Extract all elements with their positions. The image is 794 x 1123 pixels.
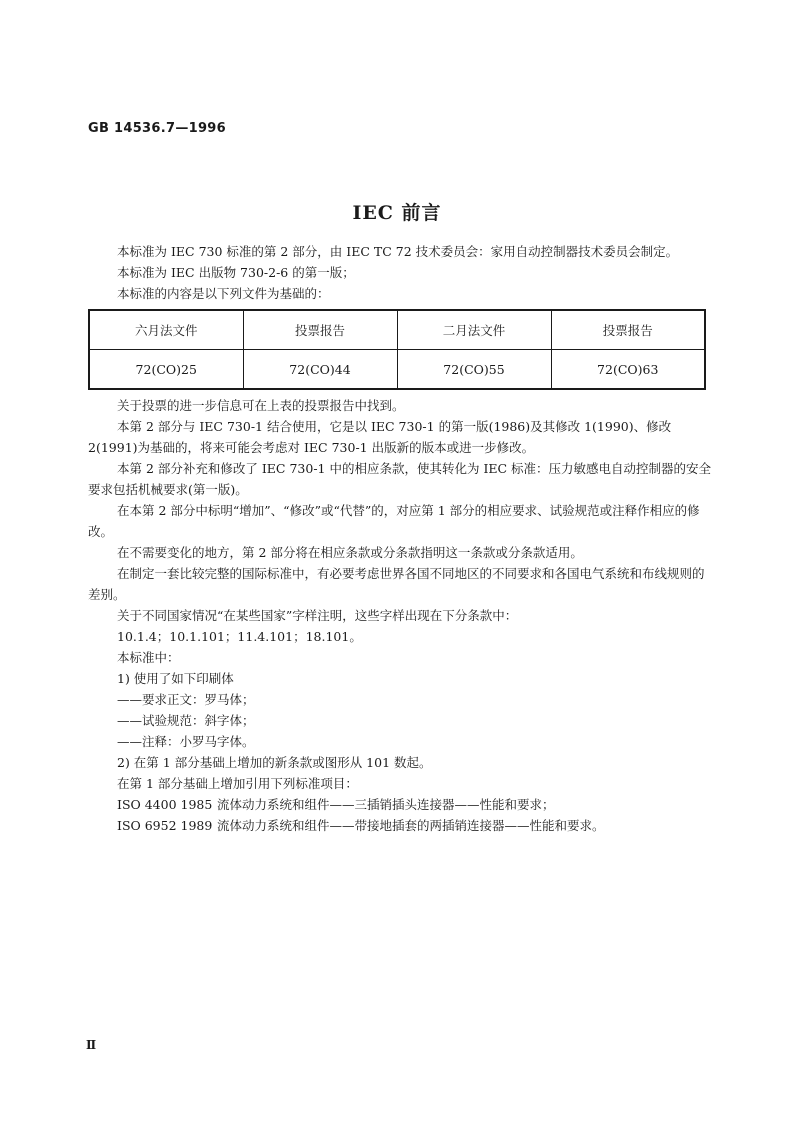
paragraph: 本标准中： bbox=[117, 650, 180, 665]
reference-item bbox=[88, 815, 712, 836]
list-item: 2) 在第 1 部分基础上增加的新条款或图形从 101 数起。 bbox=[117, 755, 432, 770]
reference-title: 流体动力系统和组件——带接地插套的两插销连接器——性能和要求。 bbox=[217, 818, 605, 833]
clause-list: 10.1.4；10.1.101；11.4.101；18.101。 bbox=[117, 629, 362, 644]
reference-code: ISO 6952 1989 bbox=[117, 818, 213, 833]
table-row bbox=[89, 350, 705, 390]
paragraph: 在不需要变化的地方，第 2 部分将在相应条款或分条款指明这一条款或分条款适用。 bbox=[117, 545, 583, 560]
table-cell: 72(CO)25 bbox=[89, 350, 243, 390]
page-number: Ⅱ bbox=[86, 1038, 97, 1052]
paragraph: 在第 1 部分基础上增加引用下列标准项目： bbox=[117, 776, 358, 791]
document-body bbox=[88, 241, 712, 836]
intro-paragraph: 本标准为 IEC 730 标准的第 2 部分，由 IEC TC 72 技术委员会：家用自动控制器技术委员会制定。 bbox=[117, 244, 679, 259]
table-cell: 72(CO)63 bbox=[551, 350, 705, 390]
list-item: ——注释：小罗马字体。 bbox=[117, 734, 255, 749]
paragraph: 本第 2 部分补充和修改了 IEC 730-1 中的相应条款，使其转化为 IEC 标准：压力敏感电自动控制器的安全要求包括机械要求(第一版)。 bbox=[88, 461, 712, 497]
intro-paragraph: 本标准的内容是以下列文件为基础的： bbox=[117, 286, 330, 301]
table-header-cell: 投票报告 bbox=[551, 310, 705, 350]
list-item: ——试验规范：斜字体； bbox=[117, 713, 255, 728]
paragraph: 本第 2 部分与 IEC 730-1 结合使用，它是以 IEC 730-1 的第一版(1986)及其修改 1(1990)、修改 2(1991)为基础的，将来可能会考虑对 IEC 730-1 出版新的版本或进一步修改。 bbox=[88, 419, 672, 455]
paragraph: 关于投票的进一步信息可在上表的投票报告中找到。 bbox=[117, 398, 405, 413]
list-item: ——要求正文：罗马体； bbox=[117, 692, 255, 707]
list-item: 1) 使用了如下印刷体 bbox=[117, 671, 234, 686]
page-title: IEC 前言 bbox=[352, 202, 442, 224]
standard-number: GB 14536.7—1996 bbox=[88, 121, 226, 136]
paragraph: 在制定一套比较完整的国际标准中，有必要考虑世界各国不同地区的不同要求和各国电气系统和布线规则的差别。 bbox=[88, 566, 705, 602]
table-cell: 72(CO)55 bbox=[397, 350, 551, 390]
reference-title: 流体动力系统和组件——三插销插头连接器——性能和要求； bbox=[217, 797, 555, 812]
table-header-cell: 二月法文件 bbox=[397, 310, 551, 350]
paragraph: 关于不同国家情况“在某些国家”字样注明，这些字样出现在下分条款中： bbox=[117, 608, 518, 623]
intro-paragraph: 本标准为 IEC 出版物 730-2-6 的第一版； bbox=[117, 265, 355, 280]
table-header-row bbox=[89, 310, 705, 350]
table-header-cell: 六月法文件 bbox=[89, 310, 243, 350]
paragraph: 在本第 2 部分中标明“增加”、“修改”或“代替”的，对应第 1 部分的相应要求、试验规范或注释作相应的修改。 bbox=[88, 503, 700, 539]
reference-item bbox=[88, 794, 712, 815]
voting-documents-table bbox=[88, 309, 706, 390]
table-header-cell: 投票报告 bbox=[243, 310, 397, 350]
reference-code: ISO 4400 1985 bbox=[117, 797, 213, 812]
table-cell: 72(CO)44 bbox=[243, 350, 397, 390]
